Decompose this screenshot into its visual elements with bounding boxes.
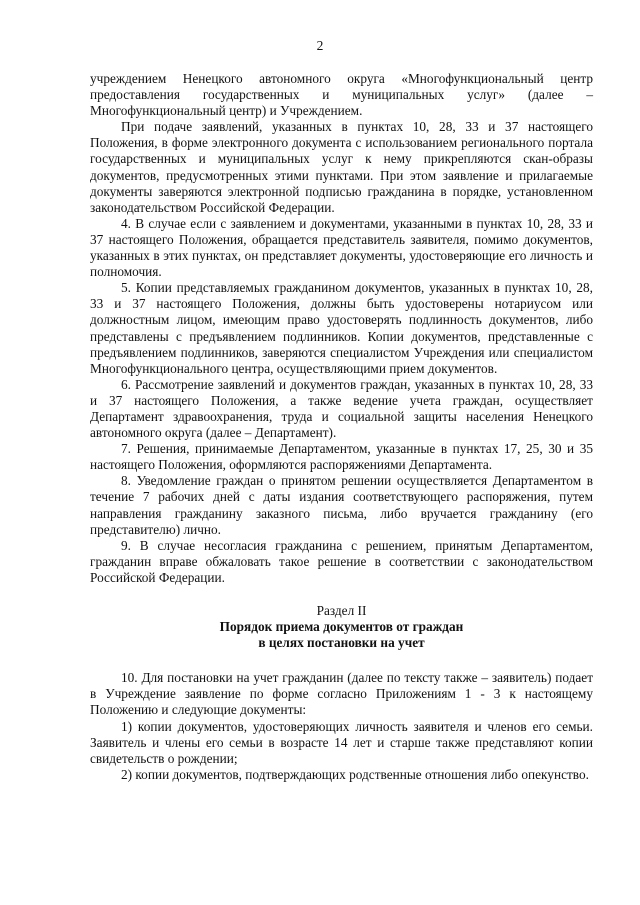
paragraph-item-10: 10. Для постановки на учет гражданин (далее по тексту также – заявитель) подает в Учреждение заявление по форме согласно Приложениям 1 - 3 к настоящему Положению и следующие документы: xyxy=(90,670,593,718)
section-title-line-2: в целях постановки на учет xyxy=(258,635,425,651)
paragraph-subitem-2: 2) копии документов, подтверждающих родственные отношения либо опекунство. xyxy=(121,766,589,782)
section-spacer-top xyxy=(90,586,593,603)
paragraph-item-5: 5. Копии представляемых гражданином документов, указанных в пунктах 10, 28, 33 и 37 настоящего Положения, должны быть удостоверены нотариусом или должностным лицом, имеющим право удостоверять подлинность документов, либо представлены с предъявлением подлинников. Копии документов, представленные с предъявлением подлинников, заверяются специалистом Учреждения или специалистом Многофункционального центра, осуществляющими прием документов. xyxy=(90,280,593,376)
paragraph-item-9: 9. В случае несогласия гражданина с решением, принятым Департаментом, гражданин вправе обжаловать такое решение в соответствии с законодательством Российской Федерации. xyxy=(90,537,593,585)
paragraph-subitem-1: 1) копии документов, удостоверяющих личность заявителя и членов его семьи. Заявитель и члены его семьи в возрасте 14 лет и старше также представляют копии свидетельств о рождении; xyxy=(90,718,593,766)
page-number: 2 xyxy=(316,38,324,53)
paragraph-item-6: 6. Рассмотрение заявлений и документов граждан, указанных в пунктах 10, 28, 33 и 37 настоящего Положения, а также ведение учета граждан, осуществляет Департамент здравоохранения, труда и социальной защиты населения Ненецкого автономного округа (далее – Департамент). xyxy=(90,376,593,441)
paragraph-electronic-submission: При подаче заявлений, указанных в пунктах 10, 28, 33 и 37 настоящего Положения, в форме электронного документа с использованием регионального портала государственных и муниципальных услуг к нему прикрепляются скан-образы документов, предусмотренных этими пунктами. При этом заявление и прилагаемые документы заверяются электронной подписью гражданина в порядке, установленном законодательством Российской Федерации. xyxy=(90,119,593,215)
section-spacer-bottom xyxy=(90,651,593,670)
section-label: Раздел II xyxy=(316,603,367,618)
paragraph-item-8: 8. Уведомление граждан о принятом решении осуществляется Департаментом в течение 7 рабочих дней с даты издания соответствующего распоряжения, путем направления гражданину заказного письма, либо вручается гражданину (его представителю) лично. xyxy=(90,473,593,537)
paragraph-item-7: 7. Решения, принимаемые Департаментом, указанные в пунктах 17, 25, 30 и 35 настоящего Положения, оформляются распоряжениями Департамента. xyxy=(90,441,593,473)
section-title-line-1: Порядок приема документов от граждан xyxy=(219,619,464,635)
paragraph-item-4: 4. В случае если с заявлением и документами, указанными в пунктах 10, 28, 33 и 37 настоящего Положения, обращается представитель заявителя, помимо документов, указанных в этих пунктах, он представляет документы, удостоверяющие его личность и полномочия. xyxy=(90,215,593,280)
document-body xyxy=(90,71,593,783)
paragraph-continuation: учреждением Ненецкого автономного округа «Многофункциональный центр предоставления государственных и муниципальных услуг» (далее – Многофункциональный центр) и Учреждением. xyxy=(90,71,593,119)
